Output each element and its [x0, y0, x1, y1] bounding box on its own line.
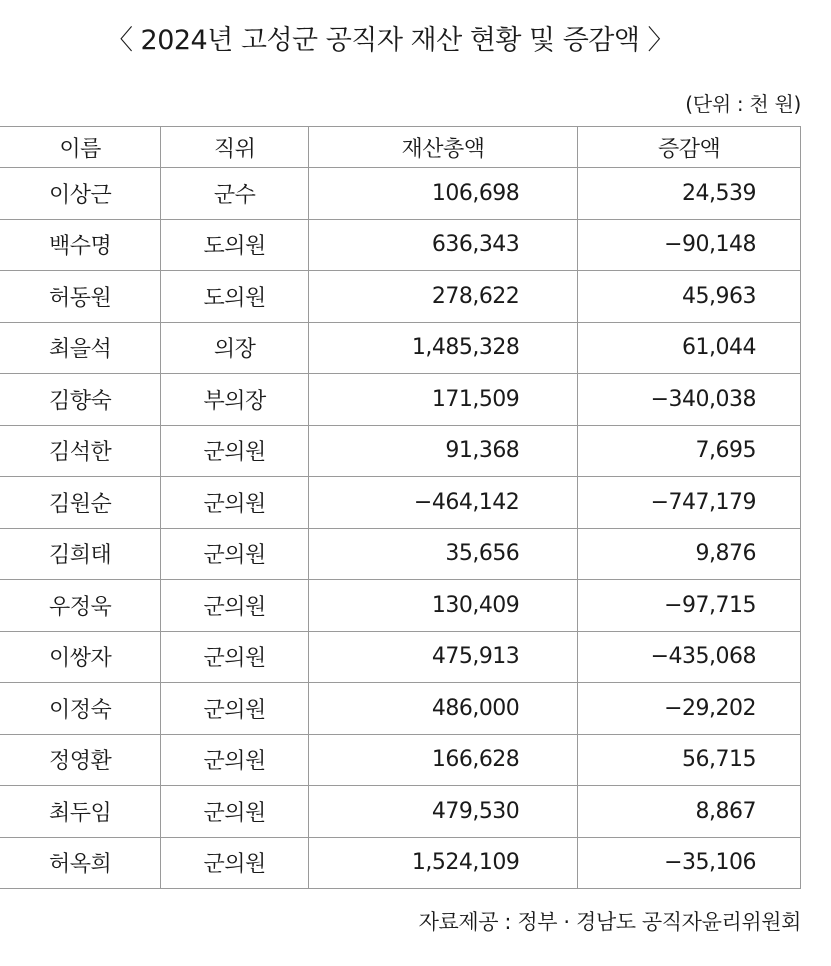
cell-change: −340,038 [578, 374, 801, 426]
cell-name: 이상근 [0, 168, 161, 220]
header-row [0, 127, 801, 168]
cell-name: 김석한 [0, 425, 161, 477]
cell-change: 9,876 [578, 528, 801, 580]
cell-assets: 166,628 [308, 734, 578, 786]
cell-position: 군의원 [161, 631, 308, 683]
cell-change: 56,715 [578, 734, 801, 786]
cell-position: 도의원 [161, 219, 308, 271]
cell-assets: 106,698 [308, 168, 578, 220]
header-assets: 재산총액 [308, 127, 578, 168]
cell-assets: 130,409 [308, 580, 578, 632]
asset-table [0, 126, 801, 889]
header-position: 직위 [161, 127, 308, 168]
cell-assets: −464,142 [308, 477, 578, 529]
table-row [0, 219, 801, 271]
cell-position: 군의원 [161, 580, 308, 632]
cell-change: −435,068 [578, 631, 801, 683]
table-row [0, 477, 801, 529]
cell-change: −29,202 [578, 683, 801, 735]
cell-change: 24,539 [578, 168, 801, 220]
cell-change: 8,867 [578, 786, 801, 838]
cell-position: 도의원 [161, 271, 308, 323]
table-body [0, 168, 801, 889]
cell-position: 군의원 [161, 786, 308, 838]
cell-assets: 1,485,328 [308, 322, 578, 374]
table-row [0, 837, 801, 889]
cell-position: 군의원 [161, 425, 308, 477]
cell-position: 부의장 [161, 374, 308, 426]
table-row [0, 374, 801, 426]
cell-position: 군의원 [161, 528, 308, 580]
cell-position: 군의원 [161, 837, 308, 889]
cell-name: 백수명 [0, 219, 161, 271]
cell-change: 61,044 [578, 322, 801, 374]
table-row [0, 631, 801, 683]
cell-change: 7,695 [578, 425, 801, 477]
cell-assets: 486,000 [308, 683, 578, 735]
cell-name: 우정욱 [0, 580, 161, 632]
cell-assets: 479,530 [308, 786, 578, 838]
cell-name: 이정숙 [0, 683, 161, 735]
cell-position: 군의원 [161, 683, 308, 735]
table-row [0, 322, 801, 374]
cell-name: 이쌍자 [0, 631, 161, 683]
cell-assets: 35,656 [308, 528, 578, 580]
cell-assets: 171,509 [308, 374, 578, 426]
table-row [0, 425, 801, 477]
cell-change: 45,963 [578, 271, 801, 323]
table-header [0, 127, 801, 168]
table-row [0, 734, 801, 786]
cell-name: 최두임 [0, 786, 161, 838]
cell-name: 최을석 [0, 322, 161, 374]
cell-position: 군의원 [161, 734, 308, 786]
source-note: 자료제공 : 정부 · 경남도 공직자윤리위원회 [418, 910, 801, 934]
cell-assets: 91,368 [308, 425, 578, 477]
cell-change: −747,179 [578, 477, 801, 529]
cell-change: −90,148 [578, 219, 801, 271]
cell-change: −97,715 [578, 580, 801, 632]
cell-name: 정영환 [0, 734, 161, 786]
cell-position: 의장 [161, 322, 308, 374]
table-row [0, 786, 801, 838]
cell-position: 군수 [161, 168, 308, 220]
cell-assets: 1,524,109 [308, 837, 578, 889]
page-title: 〈 2024년 고성군 공직자 재산 현황 및 증감액 〉 [105, 25, 675, 56]
header-change: 증감액 [578, 127, 801, 168]
cell-name: 김원순 [0, 477, 161, 529]
table-row [0, 580, 801, 632]
cell-change: −35,106 [578, 837, 801, 889]
cell-name: 김향숙 [0, 374, 161, 426]
unit-label: (단위 : 천 원) [685, 92, 801, 116]
cell-name: 허옥희 [0, 837, 161, 889]
header-name: 이름 [0, 127, 161, 168]
cell-name: 김희태 [0, 528, 161, 580]
cell-assets: 475,913 [308, 631, 578, 683]
cell-position: 군의원 [161, 477, 308, 529]
cell-name: 허동원 [0, 271, 161, 323]
table-row [0, 271, 801, 323]
table-row [0, 528, 801, 580]
table-row [0, 683, 801, 735]
cell-assets: 278,622 [308, 271, 578, 323]
table-row [0, 168, 801, 220]
cell-assets: 636,343 [308, 219, 578, 271]
